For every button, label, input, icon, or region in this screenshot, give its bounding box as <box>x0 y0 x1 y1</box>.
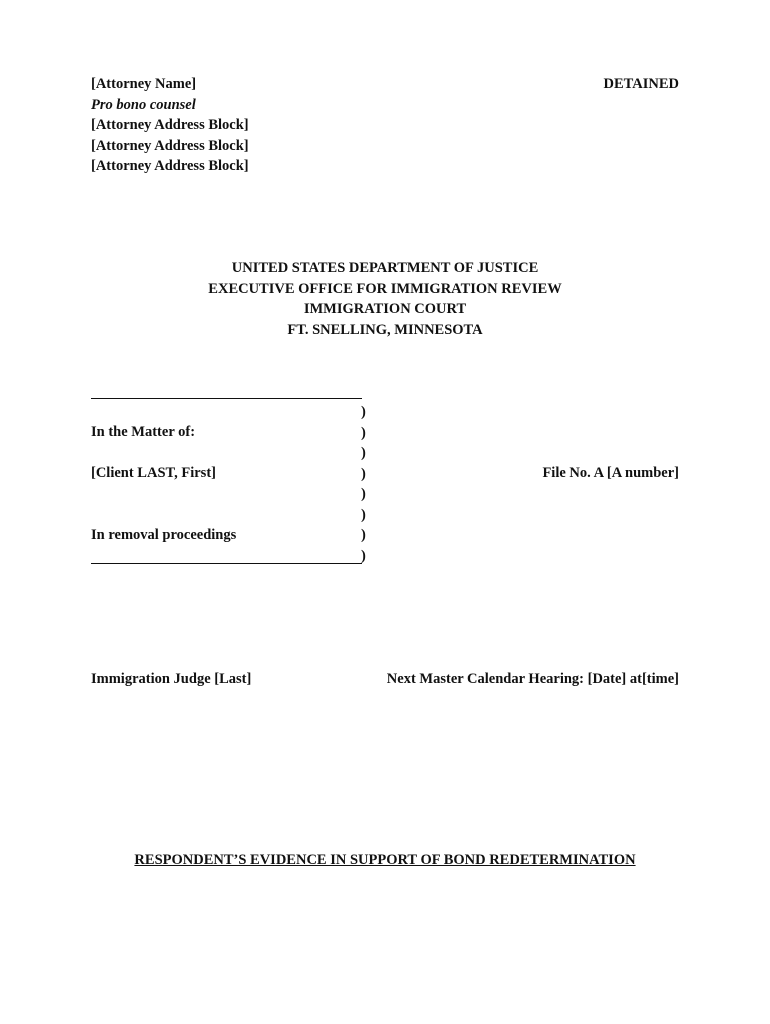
caption-top-rule <box>91 398 362 399</box>
in-the-matter-label: In the Matter of: <box>91 424 196 440</box>
caption-paren: ) <box>361 486 366 502</box>
attorney-name: [Attorney Name] <box>91 76 197 92</box>
detention-status: DETAINED <box>603 76 679 92</box>
caption-paren: ) <box>361 547 366 564</box>
document-title: RESPONDENT’S EVIDENCE IN SUPPORT OF BOND REDETERMINATION <box>134 852 636 868</box>
attorney-address-line: [Attorney Address Block] <box>91 158 249 174</box>
caption-paren: ) <box>361 506 366 523</box>
document-title-wrap <box>0 850 770 871</box>
court-header-line: UNITED STATES DEPARTMENT OF JUSTICE <box>231 260 539 276</box>
attorney-address-line: [Attorney Address Block] <box>91 137 249 154</box>
caption-paren: ) <box>361 404 366 420</box>
next-hearing: Next Master Calendar Hearing: [Date] at[time] <box>386 671 679 687</box>
client-name: [Client LAST, First] <box>91 465 216 481</box>
immigration-judge: Immigration Judge [Last] <box>91 671 252 687</box>
caption-paren: ) <box>361 465 366 482</box>
caption-paren: ) <box>361 424 366 441</box>
court-header-line: EXECUTIVE OFFICE FOR IMMIGRATION REVIEW <box>208 280 562 297</box>
attorney-role: Pro bono counsel <box>91 96 196 113</box>
court-header-line: FT. SNELLING, MINNESOTA <box>287 321 483 338</box>
caption-paren: ) <box>361 445 366 461</box>
file-number: File No. A [A number] <box>542 465 679 481</box>
attorney-address-line: [Attorney Address Block] <box>91 117 249 133</box>
attorney-block <box>91 74 249 177</box>
court-header-line: IMMIGRATION COURT <box>303 301 467 317</box>
proceedings-type: In removal proceedings <box>91 527 237 543</box>
caption-parens <box>361 402 366 566</box>
court-header <box>0 258 770 340</box>
caption-paren: ) <box>361 527 366 543</box>
caption-bottom-rule <box>91 563 362 564</box>
